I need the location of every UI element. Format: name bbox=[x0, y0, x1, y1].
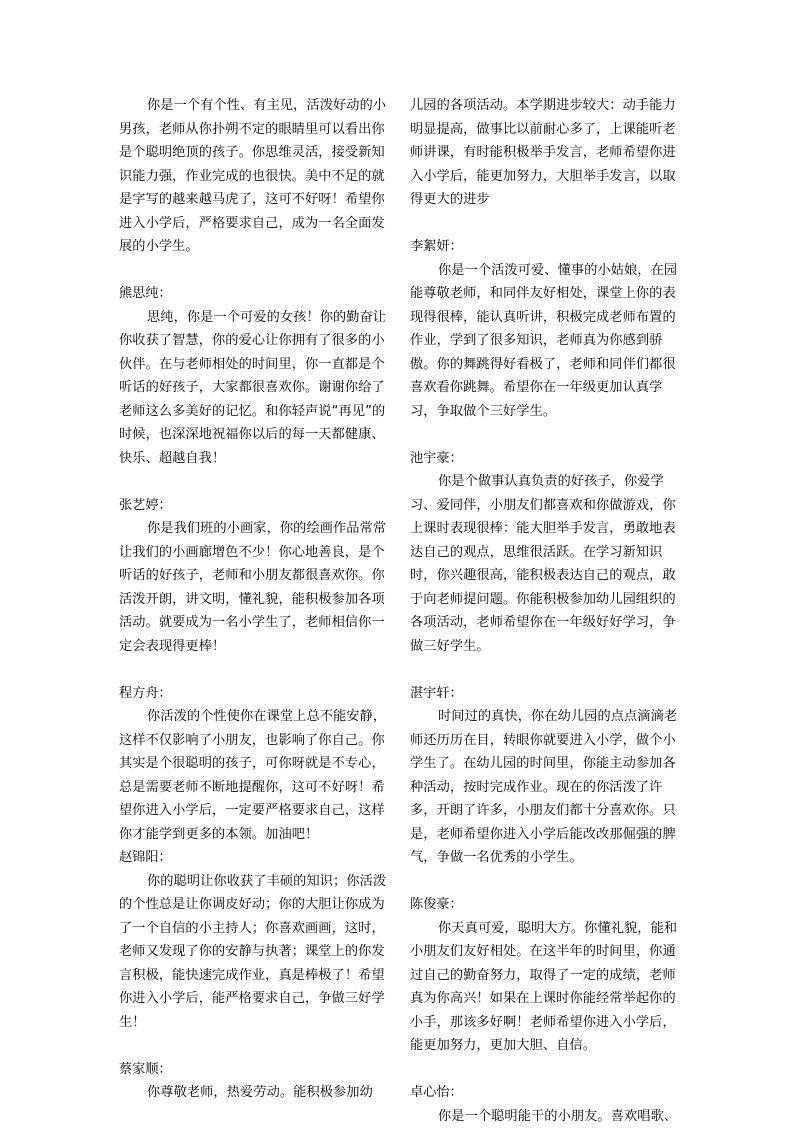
comment-text: 儿园的各项活动。本学期进步较大：动手能力明显提高，做事比以前耐心多了，上课能听老师讲课，有时能积极举手发言，老师希望你进入小学后，能更加努力，大胆举手发言，以取得更大的进步 bbox=[410, 94, 682, 212]
comment-text: 你尊敬老师，热爱劳动。能积极参加幼 bbox=[119, 1081, 391, 1105]
student-name: 蔡家顺： bbox=[119, 1058, 391, 1082]
student-name: 湛宇轩： bbox=[410, 682, 682, 706]
student-name: 程方舟： bbox=[119, 682, 391, 706]
comment-text: 你的聪明让你收获了丰硕的知识；你活泼的个性总是让你调皮好动；你的大胆让你成为了一个自信的小主持人；你喜欢画画，这时，老师又发现了你的安静与执著；课堂上的你发言积极，能快速完成作业，真是棒极了！希望你进入小学后，能严格要求自己，争做三好学生！ bbox=[119, 870, 391, 1035]
student-name: 赵锦阳： bbox=[119, 846, 391, 870]
comment-text: 你是一个有个性、有主见，活泼好动的小男孩，老师从你扑朔不定的眼睛里可以看出你是个聪明绝顶的孩子。你思维灵活，接受新知识能力强，作业完成的也很快。美中不足的就是字写的越来越马虎了，这可不好呀！希望你进入小学后，严格要求自己，成为一名全面发展的小学生。 bbox=[119, 94, 391, 259]
comment-text: 思纯，你是一个可爱的女孩！你的勤奋让你收获了智慧，你的爱心让你拥有了很多的小伙伴。在与老师相处的时间里，你一直都是个听话的好孩子，大家都很喜欢你。谢谢你给了老师这么多美好的记忆。和你轻声说“再见”的时候，也深深地祝福你以后的每一天都健康、快乐、超越自我！ bbox=[119, 306, 391, 471]
student-name: 熊思纯： bbox=[119, 282, 391, 306]
right-column bbox=[410, 94, 682, 1128]
left-column bbox=[119, 94, 391, 1105]
comment-text: 时间过的真快，你在幼儿园的点点滴滴老师还历历在目，转眼你就要进入小学，做个小学生了。在幼儿园的时间里，你能主动参加各种活动，按时完成作业。现在的你活泼了许多，开朗了许多，小朋友们都十分喜欢你。只是，老师希望你进入小学后能改改那倔强的脾气，争做一名优秀的小学生。 bbox=[410, 705, 682, 870]
comment-text: 你是个做事认真负责的好孩子，你爱学习、爱同伴，小朋友们都喜欢和你做游戏，你上课时表现很棒：能大胆举手发言，勇敢地表达自己的观点，思维很活跃。在学习新知识时，你兴趣很高，能积极表达自己的观点，敢于向老师提问题。你能积极参加幼儿园组织的各项活动，老师希望你在一年级好好学习，争做三好学生。 bbox=[410, 470, 682, 658]
student-name: 李絮妍： bbox=[410, 235, 682, 259]
student-name: 卓心怡： bbox=[410, 1081, 682, 1105]
comment-text: 你是一个聪明能干的小朋友。喜欢唱歌、 bbox=[410, 1105, 682, 1128]
student-name: 陈俊豪： bbox=[410, 893, 682, 917]
student-name: 池宇豪： bbox=[410, 447, 682, 471]
comment-text: 你是我们班的小画家，你的绘画作品常常让我们的小画廊增色不少！你心地善良，是个听话的好孩子，老师和小朋友都很喜欢你。你活泼开朗，讲文明，懂礼貌，能积极参加各项活动。就要成为一名小学生了，老师相信你一定会表现得更棒！ bbox=[119, 517, 391, 658]
student-name: 张艺婷： bbox=[119, 494, 391, 518]
comment-text: 你活泼的个性使你在课堂上总不能安静，这样不仅影响了小朋友，也影响了你自己。你其实是个很聪明的孩子，可你呀就是不专心，总是需要老师不断地提醒你，这可不好呀！希望你进入小学后，一定要严格要求自己，这样你才能学到更多的本领。加油吧！ bbox=[119, 705, 391, 846]
comment-text: 你天真可爱，聪明大方。你懂礼貌，能和小朋友们友好相处。在这半年的时间里，你通过自己的勤奋努力，取得了一定的成绩，老师真为你高兴！如果在上课时你能经常举起你的小手，那该多好啊！老师希望你进入小学后，能更加努力，更加大胆、自信。 bbox=[410, 917, 682, 1058]
comment-text: 你是一个活泼可爱、懂事的小姑娘，在园能尊敬老师，和同伴友好相处，课堂上你的表现得很棒，能认真听讲，积极完成老师布置的作业，学到了很多知识，老师真为你感到骄傲。你的舞跳得好看极了，老师和同伴们都很喜欢看你跳舞。希望你在一年级更加认真学习，争取做个三好学生。 bbox=[410, 259, 682, 424]
